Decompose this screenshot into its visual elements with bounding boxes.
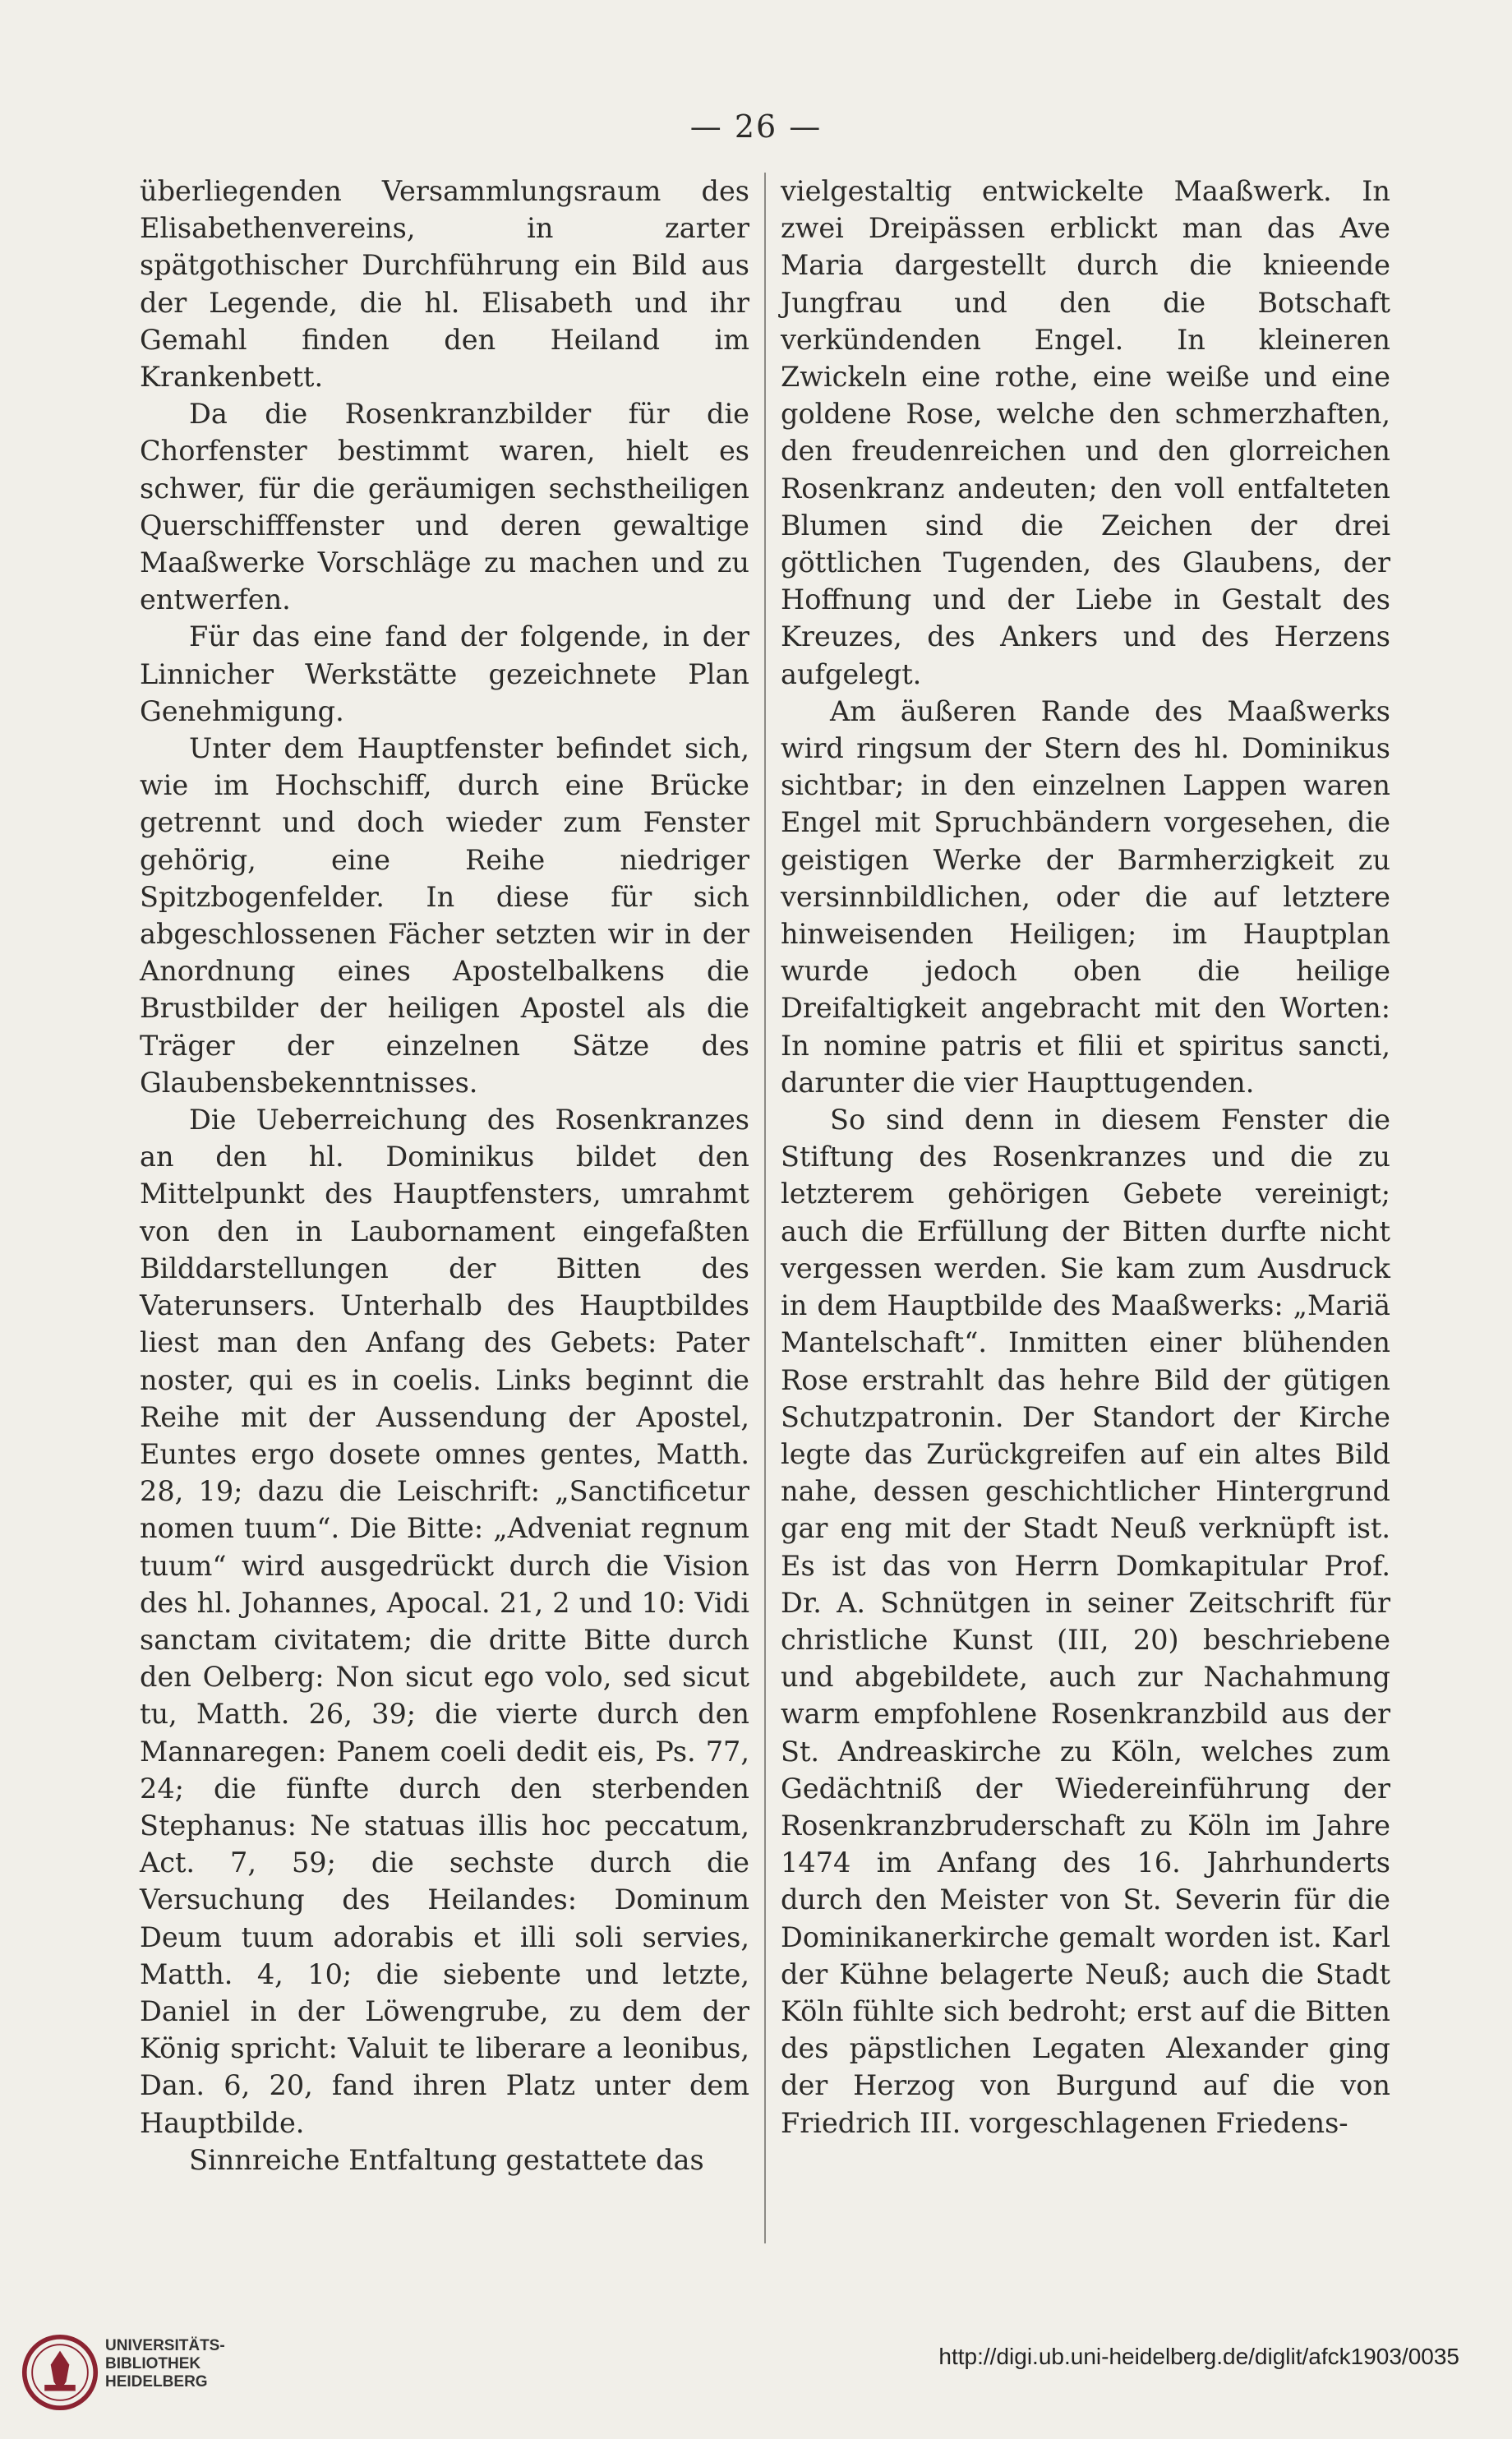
heidelberg-university-seal-icon (21, 2334, 99, 2411)
paragraph: Unter dem Hauptfenster befindet sich, wie im Hochschiff, durch eine Brücke getrennt und doch wieder zum Fenster gehörig, eine Reihe niedriger Spitzbogenfelder. In diese für sich abgeschlossenen Fächer setzten wir in der Anordnung eines Apostelbalkens die Brustbilder der heiligen Apostel als die Träger der einzelnen Sätze des Glaubensbekenntnisses. (140, 732, 749, 1099)
column-divider (764, 173, 766, 2243)
paragraph: vielgestaltig entwickelte Maaßwerk. In zwei Dreipässen erblickt man das Ave Maria dargestellt durch die knieende Jungfrau und den die Botschaft verkündenden Engel. In kleineren Zwickeln eine rothe, eine weiße und eine goldene Rose, welche den schmerzhaften, den freudenreichen und den glorreichen Rosenkranz andeuten; den voll entfalteten Blumen sind die Zeichen der drei göttlichen Tugenden, des Glaubens, der Hoffnung und der Liebe in Gestalt des Kreuzes, des Ankers und des Herzens aufgelegt. (781, 175, 1390, 690)
source-url-link[interactable]: http://digi.ub.uni-heidelberg.de/diglit/afck1903/0035 (938, 2344, 1459, 2369)
paragraph: Da die Rosenkranzbilder für die Chorfenster bestimmt waren, hielt es schwer, für die geräumigen sechstheiligen Querschifffenster und deren gewaltige Maaßwerke Vorschläge zu machen und zu entwerfen. (140, 398, 749, 616)
footer (0, 2331, 1512, 2439)
paragraph: Die Ueberreichung des Rosenkranzes an den hl. Dominikus bildet den Mittelpunkt des Hauptfensters, umrahmt von den in Laubornament eingefaßten Bilddarstellungen der Bitten des Vaterunsers. Unterhalb des Hauptbildes liest man den Anfang des Gebets: Pater noster, qui es in coelis. Links beginnt die Reihe mit der Aussendung der Apostel, Euntes ergo dosete omnes gentes, Matth. 28, 19; dazu die Leischrift: „Sanctificetur nomen tuum“. Die Bitte: „Adveniat regnum tuum“ wird ausgedrückt durch die Vision des hl. Johannes, Apocal. 21, 2 und 10: Vidi sanctam civitatem; die dritte Bitte durch den Oelberg: Non sicut ego volo, sed sicut tu, Matth. 26, 39; die vierte durch den Mannaregen: Panem coeli dedit eis, Ps. 77, 24; die fünfte durch den sterbenden Stephanus: Ne statuas illis hoc peccatum, Act. 7, 59; die sechste durch die Versuchung des Heilandes: Dominum Deum tuum adorabis et illi soli servies, Matth. 4, 10; die siebente und letzte, Daniel in der Löwengrube, zu dem der König spricht: Valuit te liberare a leonibus, Dan. 6, 20, fand ihren Platz unter dem Hauptbilde. (140, 1104, 749, 2139)
paragraph: Am äußeren Rande des Maaßwerks wird ringsum der Stern des hl. Dominikus sichtbar; in den einzelnen Lappen waren Engel mit Spruchbändern vorgesehen, die geistigen Werke der Barmherzigkeit zu versinnbildlichen, oder die auf letztere hinweisenden Heiligen; im Hauptplan wurde jedoch oben die heilige Dreifaltigkeit angebracht mit den Worten: In nomine patris et filii et spiritus sancti, darunter die vier Haupttugenden. (781, 694, 1390, 1099)
page-number: — 26 — (689, 108, 823, 145)
paragraph: So sind denn in diesem Fenster die Stiftung des Rosenkranzes und die zu letzterem gehörigen Gebete vereinigt; auch die Erfüllung der Bitten durfte nicht vergessen werden. Sie kam zum Ausdruck in dem Hauptbilde des Maaßwerks: „Mariä Mantelschaft“. Inmitten einer blühenden Rose erstrahlt das hehre Bild der gütigen Schutzpatronin. Der Standort der Kirche legte das Zurückgreifen auf ein altes Bild nahe, dessen geschichtlicher Hintergrund gar eng mit der Stadt Neuß verknüpft ist. Es ist das von Herrn Domkapitular Prof. Dr. A. Schnütgen in seiner Zeitschrift für christliche Kunst (III, 20) beschriebene und abgebildete, auch zur Nachahmung warm empfohlene Rosenkranzbild aus der St. Andreaskirche zu Köln, welches zum Gedächtniß der Wiedereinführung der Rosenkranzbruderschaft zu Köln im Jahre 1474 im Anfang des 16. Jahrhunderts durch den Meister von St. Severin für die Dominikanerkirche gemalt worden ist. Karl der Kühne belagerte Neuß; auch die Stadt Köln fühlte sich bedroht; erst auf die Bitten des päpstlichen Legaten Alexander ging der Herzog von Burgund auf die von Friedrich III. vorgeschlagenen Friedens- (781, 1104, 1390, 2139)
library-name (105, 2337, 225, 2391)
paragraph: überliegenden Versammlungsraum des Elisabethenvereins, in zarter spätgothischer Durchführung ein Bild aus der Legende, die hl. Elisabeth und ihr Gemahl finden den Heiland im Krankenbett. (140, 175, 749, 394)
library-name-line: BIBLIOTHEK (105, 2355, 201, 2372)
right-text-column (781, 173, 1390, 2142)
library-name-line: UNIVERSITÄTS- (105, 2337, 225, 2354)
left-text-column (140, 173, 749, 2179)
library-name-line: HEIDELBERG (105, 2373, 208, 2391)
paragraph: Für das eine fand der folgende, in der Linnicher Werkstätte gezeichnete Plan Genehmigung. (140, 620, 749, 727)
paragraph: Sinnreiche Entfaltung gestattete das (189, 2143, 704, 2176)
